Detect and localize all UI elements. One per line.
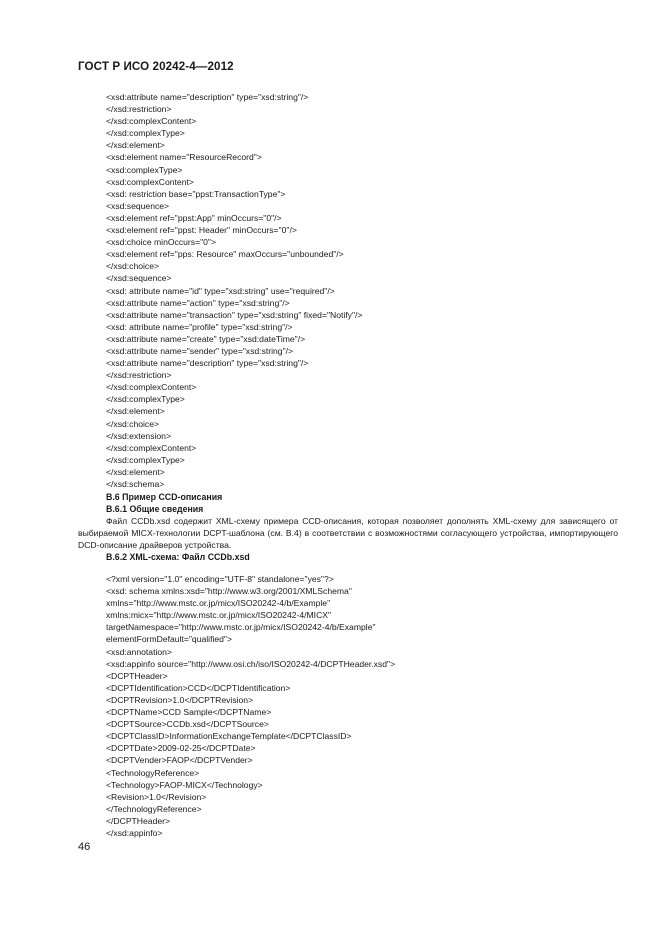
code-line: </xsd:complexContent> xyxy=(106,116,197,127)
code-line: <xsd:attribute name="description" type="xsd:string"/> xyxy=(106,358,309,369)
xml-code-block-1 xyxy=(106,91,626,490)
code-line: <?xml version="1.0" encoding="UTF-8" standalone="yes"?> xyxy=(106,574,334,584)
code-line: <xsd:attribute name="action" type="xsd:string"/> xyxy=(106,297,290,308)
xml-code-block-2 xyxy=(106,573,626,839)
code-line: <xsd:appinfo source="http://www.osi.ch/iso/ISO20242-4/DCPTHeader.xsd"> xyxy=(106,658,396,669)
code-line: <xsd:element ref="ppst:App" minOccurs="0"/> xyxy=(106,212,282,223)
code-line: </xsd:schema> xyxy=(106,479,165,489)
code-line: targetNamespace="http://www.mstc.or.jp/micx/ISO20242-4/b/Example" xyxy=(106,622,376,633)
code-line: </TechnologyReference> xyxy=(106,803,202,814)
code-line: <DCPTIdentification>CCD</DCPTIdentification> xyxy=(106,682,291,693)
code-line: <xsd:attribute name="transaction" type="xsd:string" fixed="Notify"/> xyxy=(106,309,363,320)
code-line: xmlns="http://www.mstc.or.jp/micx/ISO20242-4/b/Example" xyxy=(106,598,331,609)
code-line: <Revision>1.0</Revision> xyxy=(106,791,207,802)
code-line: <DCPTHeader> xyxy=(106,670,168,681)
code-line: <xsd:element ref="ppst: Header" minOccurs="0"/> xyxy=(106,225,297,236)
code-line: <xsd:element ref="pps: Resource" maxOccurs="unbounded"/> xyxy=(106,249,344,260)
code-line: </xsd:complexContent> xyxy=(106,442,197,453)
code-line: </xsd:element> xyxy=(106,466,165,477)
code-line: <xsd:annotation> xyxy=(106,646,172,657)
code-line: <xsd:complexType> xyxy=(106,164,183,175)
code-line: <xsd:complexContent> xyxy=(106,176,194,187)
code-line: xmlns:micx="http://www.mstc.or.jp/micx/ISO20242-4/MICX" xyxy=(106,610,332,621)
code-line: <xsd:attribute name="create" type="xsd:dateTime"/> xyxy=(106,333,306,344)
code-line: elementFormDefault="qualified"> xyxy=(106,634,233,645)
paragraph-b61: Файл CCDb.xsd содержит XML-схему примера CCD-описания, которая позволяет дополнять XML-схему для зависящего от выбираемой MICX-технологии DCPT-шаблона (см. B.4) в соответствии с возможностями согласующего устройства, импортирующего DCD-описание драйверов устройства. xyxy=(78,516,618,551)
code-line: </xsd:element> xyxy=(106,140,165,151)
code-line: </xsd:complexType> xyxy=(106,394,185,405)
code-line: </xsd:complexType> xyxy=(106,128,185,139)
code-line: </DCPTHeader> xyxy=(106,815,171,826)
subsection-heading-b62: B.6.2 XML-схема: Файл CCDb.xsd xyxy=(106,552,250,563)
subsection-heading-b61: B.6.1 Общие сведения xyxy=(106,504,204,515)
code-line: </xsd:sequence> xyxy=(106,273,172,284)
code-line: <DCPTClassID>InformationExchangeTemplate</DCPTClassID> xyxy=(106,731,352,742)
code-line: <TechnologyReference> xyxy=(106,767,200,778)
code-line: <xsd:sequence> xyxy=(106,200,170,211)
code-line: <xsd:element name="ResourceRecord"> xyxy=(106,152,262,163)
code-line: <DCPTSource>CCDb.xsd</DCPTSource> xyxy=(106,719,269,730)
code-line: <xsd:attribute name="description" type="xsd:string"/> xyxy=(106,92,309,102)
section-b6 xyxy=(78,491,618,564)
code-line: </xsd:complexContent> xyxy=(106,382,197,393)
page-number: 46 xyxy=(78,841,91,853)
code-line: <DCPTVender>FAOP</DCPTVender> xyxy=(106,755,253,766)
code-line: </xsd:restriction> xyxy=(106,370,172,381)
code-line: <xsd: attribute name="id" type="xsd:string" use="required"/> xyxy=(106,285,335,296)
code-line: <DCPTDate>2009-02-25</DCPTDate> xyxy=(106,743,256,754)
code-line: </xsd:choice> xyxy=(106,418,160,429)
code-line: <xsd: attribute name="profile" type="xsd:string"/> xyxy=(106,321,293,332)
document-header: ГОСТ Р ИСО 20242-4—2012 xyxy=(78,60,234,73)
code-line: <Technology>FAOP-MICX</Technology> xyxy=(106,779,263,790)
code-line: </xsd:complexType> xyxy=(106,454,185,465)
code-line: <xsd: schema xmlns:xsd="http://www.w3.org/2001/XMLSchema" xyxy=(106,586,352,597)
code-line: <xsd:attribute name="sender" type="xsd:string"/> xyxy=(106,345,294,356)
code-line: </xsd:restriction> xyxy=(106,104,172,115)
code-line: </xsd:element> xyxy=(106,406,165,417)
code-line: <DCPTName>CCD Sample</DCPTName> xyxy=(106,707,272,718)
code-line: </xsd:choice> xyxy=(106,261,160,272)
code-line: </xsd:extension> xyxy=(106,430,171,441)
code-line: <xsd: restriction base="ppst:TransactionType"> xyxy=(106,188,286,199)
code-line: <xsd:choice minOccurs="0"> xyxy=(106,237,216,248)
code-line: </xsd:appinfo> xyxy=(106,827,163,838)
section-heading-b6: B.6 Пример CCD-описания xyxy=(106,492,223,502)
code-line: <DCPTRevision>1.0</DCPTRevision> xyxy=(106,694,254,705)
